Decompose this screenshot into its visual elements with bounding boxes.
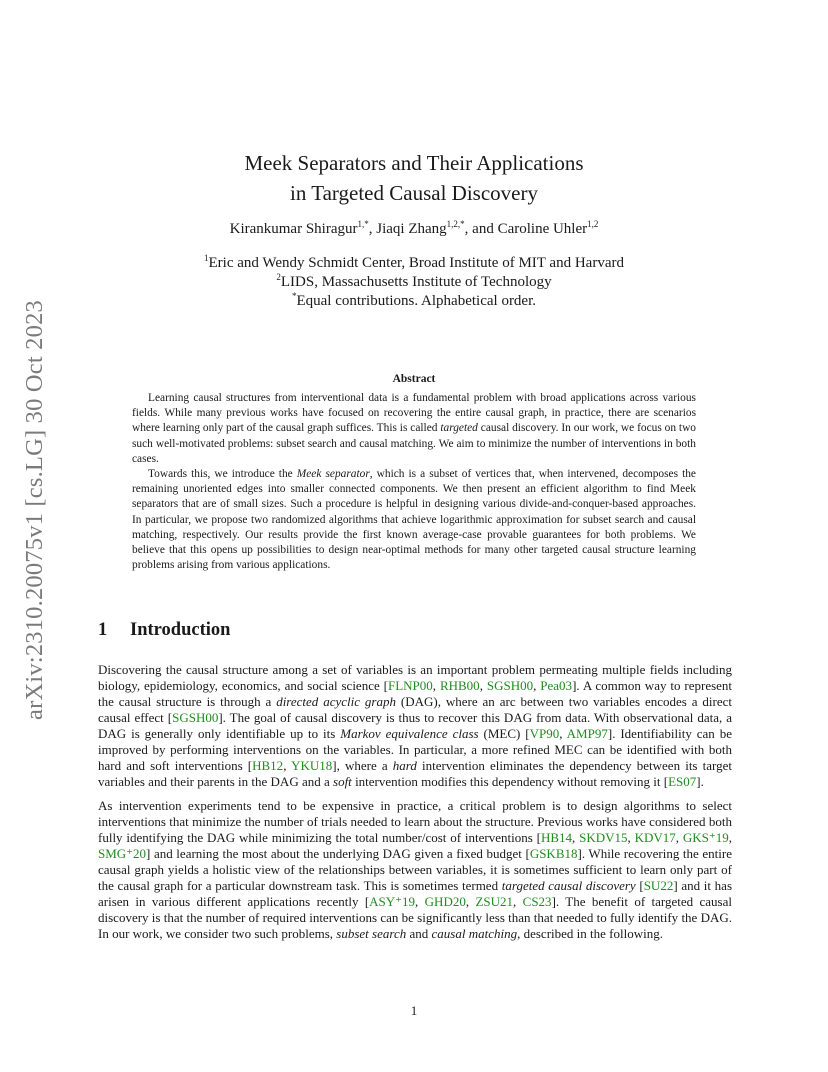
body-text: Discovering the causal structure among a set of variables is an important problem permeating multiple fields including biology, epidemiology, economics, and social science [: [98, 662, 732, 693]
affiliation-marker: *: [291, 291, 297, 301]
body-emphasis: Markov equivalence class: [340, 726, 479, 741]
body-text: ,: [415, 894, 425, 909]
body-text: ,: [627, 830, 635, 845]
body-text: ,: [559, 726, 567, 741]
body-text: ], where a: [332, 758, 393, 773]
body-text: [: [635, 878, 644, 893]
citation-link[interactable]: GKS⁺19: [682, 830, 729, 845]
citation-link[interactable]: SMG⁺20: [98, 846, 147, 861]
body-text: ,: [283, 758, 292, 773]
affiliation-text: LIDS, Massachusetts Institute of Technology: [280, 274, 552, 290]
body-text: ,: [513, 894, 523, 909]
citation-link[interactable]: SKDV15: [579, 830, 628, 845]
abstract-paragraph: [132, 467, 696, 573]
body-text: ,: [432, 678, 440, 693]
citation-link[interactable]: FLNP00: [387, 678, 433, 693]
affiliation-line: [0, 292, 828, 311]
body-paragraph: [98, 798, 732, 942]
citation-link[interactable]: Pea03: [540, 678, 573, 693]
introduction-body: [98, 662, 732, 950]
body-text: intervention eliminates the dependency between its target variables and their parents in the DAG and a: [98, 758, 732, 789]
citation-link[interactable]: SU22: [643, 878, 674, 893]
author-name: Caroline Uhler: [497, 221, 588, 237]
citation-link[interactable]: ES07: [668, 774, 697, 789]
body-text: ]. The benefit of targeted causal discovery is that the number of required interventions can be significantly less than that needed to fully identify the DAG. In our work, we consider two such problems,: [98, 894, 733, 941]
body-text: ,: [479, 678, 487, 693]
abstract-text: Learning causal structures from interventional data is a fundamental problem with broad applications across various fields. While many previous works have focused on recovering the entire causal graph, in practice, there are scenarios where learning only part of the causal graph suffices. This is called: [132, 392, 696, 435]
title-line-1: Meek Separators and Their Applications: [244, 151, 584, 175]
body-text: ,: [533, 678, 541, 693]
title-line-2: in Targeted Causal Discovery: [290, 181, 538, 205]
body-emphasis: causal matching: [431, 926, 518, 941]
arxiv-identifier-stamp: [17, 290, 53, 730]
affiliation-marker: 2: [276, 272, 281, 282]
body-emphasis: soft: [333, 774, 352, 789]
citation-link[interactable]: SGSH00: [486, 678, 534, 693]
arxiv-stamp-text: arXiv:2310.20075v1 [cs.LG] 30 Oct 2023: [21, 300, 48, 720]
body-text: As intervention experiments tend to be expensive in practice, a critical problem is to design algorithms to select interventions that minimize the number of trials needed to learn about the structure. Previous works have considered both fully identifying the DAG while minimizing the total number/cost of interventions [: [98, 798, 732, 845]
citation-link[interactable]: HB14: [540, 830, 573, 845]
author-name: Kirankumar Shiragur: [229, 221, 358, 237]
body-paragraph: [98, 662, 732, 790]
body-emphasis: directed acyclic graph: [276, 694, 396, 709]
body-text: (MEC) [: [478, 726, 530, 741]
body-text: ]. A common way to represent the causal structure is through a: [98, 678, 733, 709]
citation-link[interactable]: GHD20: [424, 894, 466, 909]
body-text: ]. While recovering the entire causal graph yields a holistic view of the relationships between variables, it is sometimes sufficient to learn only part of the causal graph for a particular downstream task. This is sometimes termed: [98, 846, 732, 893]
body-emphasis: subset search: [336, 926, 407, 941]
citation-link[interactable]: KDV17: [634, 830, 676, 845]
citation-link[interactable]: YKU18: [291, 758, 333, 773]
body-text: ] and learning the most about the underlying DAG given a fixed budget [: [146, 846, 530, 861]
body-text: ]. The goal of causal discovery is thus to recover this DAG from data. With observational data, a DAG is generally only identifiable up to its: [98, 710, 733, 741]
citation-link[interactable]: VP90: [529, 726, 560, 741]
citation-link[interactable]: GSKB18: [529, 846, 578, 861]
body-text: intervention modifies this dependency without removing it [: [351, 774, 669, 789]
citation-link[interactable]: AMP97: [566, 726, 608, 741]
paper-title: [0, 148, 828, 208]
abstract-emphasis: Meek separator: [296, 468, 370, 481]
body-text: ,: [572, 830, 580, 845]
affiliation-marker: 1: [204, 253, 209, 263]
affiliation-line: [0, 273, 828, 292]
body-text: ,: [675, 830, 683, 845]
author-list: [0, 221, 828, 238]
author-affiliation-marker: 1,2: [587, 219, 599, 229]
citation-link[interactable]: SGSH00: [172, 710, 219, 725]
section-heading-introduction: [98, 620, 230, 641]
page-number: 1: [410, 1003, 418, 1018]
body-text: ,: [728, 830, 733, 845]
author-affiliation-marker: 1,*: [357, 219, 369, 229]
abstract-text: , which is a subset of vertices that, when intervened, decomposes the remaining unoriented edges into smaller connected components. We then present an efficient algorithm to find Meek separators that are of small sizes. Such a procedure is helpful in designing various divide-and-conquer-based approaches. In particular, we propose two randomized algorithms that achieve logarithmic approximation for subset search and causal matching, respectively. Our results provide the first known average-case provable guarantees for both problems. We believe that this opens up possibilities to design near-optimal methods for many other targeted causal structure learning problems arising from various applications.: [132, 468, 696, 572]
citation-link[interactable]: ASY⁺19: [369, 894, 416, 909]
body-text: and: [406, 926, 432, 941]
body-emphasis: targeted causal discovery: [501, 878, 636, 893]
body-text: ] and it has arisen in various different applications recently [: [98, 878, 732, 909]
section-number: 1: [98, 620, 108, 640]
body-text: (DAG), where an arc between two variables encodes a direct causal effect [: [98, 694, 732, 725]
abstract-body: [132, 391, 696, 573]
abstract-text: causal discovery. In our work, we focus on two such well-motivated problems: subset search and causal matching. We aim to minimize the number of interventions in both cases.: [132, 422, 696, 465]
citation-link[interactable]: ZSU21: [475, 894, 514, 909]
body-emphasis: hard: [392, 758, 417, 773]
section-title: Introduction: [130, 620, 231, 640]
citation-link[interactable]: HB12: [252, 758, 284, 773]
abstract-paragraph: [132, 391, 696, 467]
abstract-heading: Abstract: [392, 373, 436, 385]
body-text: , described in the following.: [517, 926, 663, 941]
affiliation-line: [0, 254, 828, 273]
citation-link[interactable]: CS23: [522, 894, 552, 909]
author-separator: ,: [368, 221, 377, 237]
citation-link[interactable]: RHB00: [439, 678, 480, 693]
author-affiliation-marker: 1,2,*: [446, 219, 465, 229]
abstract-emphasis: targeted: [440, 422, 478, 435]
body-text: ,: [465, 894, 476, 909]
affiliation-text: Equal contributions. Alphabetical order.: [296, 293, 537, 309]
abstract-text: Towards this, we introduce the: [148, 468, 297, 481]
affiliations: [0, 254, 828, 311]
affiliation-text: Eric and Wendy Schmidt Center, Broad Institute of MIT and Harvard: [208, 255, 624, 271]
author-separator: , and: [464, 221, 498, 237]
body-text: ]. Identifiability can be improved by performing interventions on the variables. In particular, a more refined MEC can be identified with both hard and soft interventions [: [98, 726, 732, 773]
author-name: Jiaqi Zhang: [376, 221, 447, 237]
body-text: ].: [696, 774, 704, 789]
